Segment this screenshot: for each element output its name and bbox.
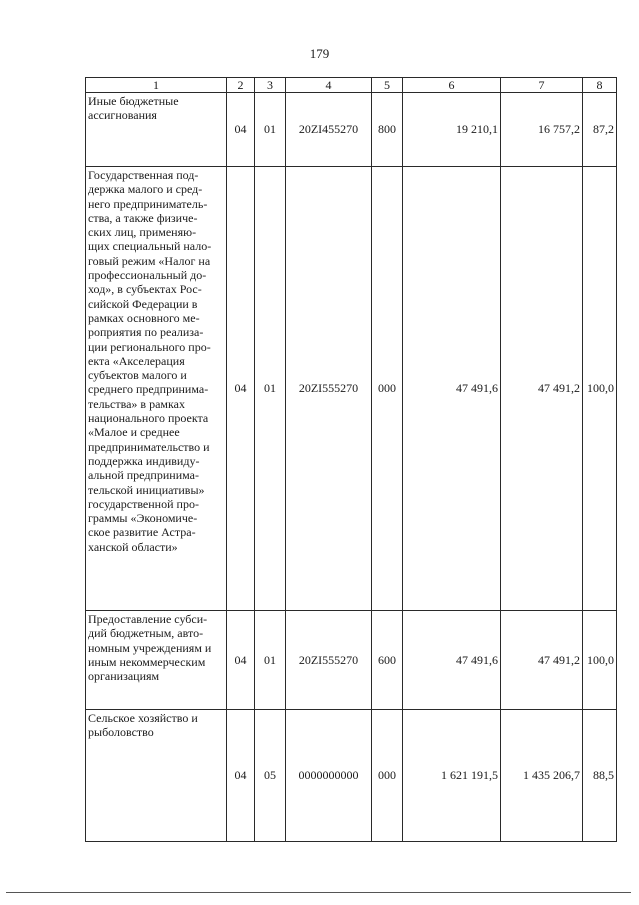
name-line: рыболовство (88, 725, 154, 740)
name-line: иным некоммерческим (88, 654, 206, 669)
target-article-code: 20ZI555270 (286, 611, 372, 710)
name-line: ское развитие Астра- (88, 525, 196, 540)
page-number: 179 (309, 46, 330, 61)
column-header: 5 (372, 78, 403, 93)
section-code: 04 (227, 611, 255, 710)
row-name (86, 611, 227, 710)
expense-type-code: 600 (372, 611, 403, 710)
actual-amount: 16 757,2 (501, 93, 583, 167)
name-line: ассигнования (88, 108, 157, 123)
scan-edge-line (6, 892, 631, 893)
subsection-code: 01 (255, 167, 286, 611)
target-article-code: 20ZI455270 (286, 93, 372, 167)
name-line: ских лиц, применяю- (88, 225, 197, 240)
name-line: тельства» в рамках (88, 396, 185, 411)
name-line: национального проекта (88, 411, 209, 426)
subsection-code: 05 (255, 710, 286, 842)
name-line: организациям (88, 669, 160, 684)
name-line: предпринимательство и (88, 439, 210, 454)
name-line: щих специальный нало- (88, 239, 212, 254)
expense-type-code: 000 (372, 167, 403, 611)
name-line: держка малого и сред- (88, 182, 203, 197)
column-header: 2 (227, 78, 255, 93)
name-line: граммы «Экономиче- (88, 511, 198, 526)
name-line: рамках основного ме- (88, 310, 200, 325)
column-header: 7 (501, 78, 583, 93)
name-line: номным учреждениям и (88, 640, 212, 655)
execution-percent: 100,0 (583, 611, 617, 710)
actual-amount: 1 435 206,7 (501, 710, 583, 842)
name-line: сийской Федерации в (88, 296, 198, 311)
name-line: Предоставление субси- (88, 612, 208, 626)
name-line: говый режим «Налог на (88, 253, 211, 268)
expense-type-code: 800 (372, 93, 403, 167)
name-line: альной предпринима- (88, 468, 199, 483)
table-row (86, 167, 617, 611)
name-line: среднего предпринима- (88, 382, 209, 397)
name-line: Государственная под- (88, 168, 199, 182)
execution-percent: 88,5 (583, 710, 617, 842)
planned-amount: 1 621 191,5 (403, 710, 501, 842)
name-line: ханской области» (88, 539, 178, 554)
name-line: тельской инициативы» (88, 482, 205, 497)
actual-amount: 47 491,2 (501, 611, 583, 710)
name-line: поддержка индивиду- (88, 453, 200, 468)
row-name (86, 167, 227, 611)
section-code: 04 (227, 710, 255, 842)
name-line: Сельское хозяйство и (88, 711, 198, 725)
name-line: екта «Акселерация (88, 353, 185, 368)
planned-amount: 47 491,6 (403, 611, 501, 710)
name-line: ход», в субъектах Рос- (88, 282, 202, 297)
column-header: 4 (286, 78, 372, 93)
name-line: ции регионального про- (88, 339, 211, 354)
section-code: 04 (227, 167, 255, 611)
name-line: субъектов малого и (88, 368, 187, 383)
execution-percent: 100,0 (583, 167, 617, 611)
column-header: 1 (86, 78, 227, 93)
actual-amount: 47 491,2 (501, 167, 583, 611)
column-header: 8 (583, 78, 617, 93)
execution-percent: 87,2 (583, 93, 617, 167)
name-line: него предприниматель- (88, 196, 208, 211)
target-article-code: 20ZI555270 (286, 167, 372, 611)
column-number-row (86, 78, 617, 93)
name-line: Иные бюджетные (88, 94, 179, 108)
name-line: профессиональный до- (88, 268, 207, 283)
name-line: государственной про- (88, 496, 199, 511)
planned-amount: 47 491,6 (403, 167, 501, 611)
name-line: дий бюджетным, авто- (88, 626, 204, 641)
name-line: роприятия по реализа- (88, 325, 204, 340)
budget-table (85, 77, 617, 842)
subsection-code: 01 (255, 611, 286, 710)
name-line: ства, а также физиче- (88, 210, 198, 225)
column-header: 3 (255, 78, 286, 93)
column-header: 6 (403, 78, 501, 93)
row-name (86, 93, 227, 167)
section-code: 04 (227, 93, 255, 167)
table-row (86, 710, 617, 842)
planned-amount: 19 210,1 (403, 93, 501, 167)
expense-type-code: 000 (372, 710, 403, 842)
name-line: «Малое и среднее (88, 425, 180, 440)
table-row (86, 611, 617, 710)
subsection-code: 01 (255, 93, 286, 167)
row-name (86, 710, 227, 842)
table-row (86, 93, 617, 167)
target-article-code: 0000000000 (286, 710, 372, 842)
